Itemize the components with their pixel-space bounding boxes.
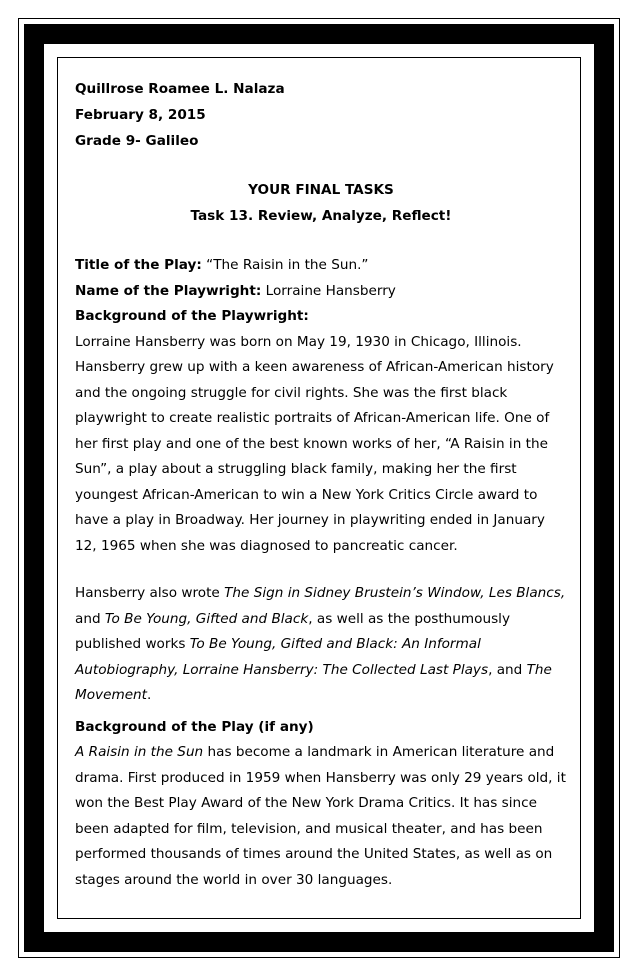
works-text-1: Hansberry also wrote [75, 585, 225, 601]
sub-heading: Task 13. Review, Analyze, Reflect! [190, 207, 452, 224]
document-body [75, 76, 567, 893]
works-title-2: To Be Young, Gifted and Black [104, 610, 309, 627]
bg-playwright-paragraph-2 [75, 581, 567, 709]
play-title-italic: A Raisin in the Sun [75, 744, 204, 760]
date: February 8, 2015 [75, 107, 206, 123]
student-name: Quillrose Roamee L. Nalaza [75, 81, 285, 97]
playwright-label: Name of the Playwright: [75, 282, 262, 299]
works-text-2: and [75, 610, 105, 627]
playwright-value: Lorraine Hansberry [265, 282, 396, 299]
works-title-4: The Movement [75, 661, 552, 703]
bg-play-paragraph [75, 740, 567, 893]
bg-play-heading: Background of the Play (if any) [75, 718, 314, 735]
play-title-line [75, 253, 567, 279]
works-text-3: , as well as the posthumously published works [75, 610, 510, 652]
playwright-line [75, 279, 567, 305]
works-text-4: , and [488, 661, 527, 678]
bg-playwright-paragraph-1: Lorraine Hansberry was born on May 19, 1930 in Chicago, Illinois. Hansberry grew up with a keen awareness of African-American history and the ongoing struggle for civil rights. She was the first black playwright to create realistic portraits of African-American life. One of her first play and one of the best known works of her, “A Raisin in the Sun”, a play about a struggling black family, making her the first youngest African-American to win a New York Critics Circle award to have a play in Broadway. Her journey in playwriting ended in January 12, 1965 when she was diagnosed to pancreatic cancer. [75, 333, 554, 554]
works-title-3: To Be Young, Gifted and Black: An Informal Autobiography, Lorraine Hansberry: The Collected Last Plays [75, 636, 489, 678]
play-title-value: “The Raisin in the Sun.” [206, 257, 369, 273]
main-heading: YOUR FINAL TASKS [248, 182, 394, 198]
bg-playwright-heading: Background of the Playwright: [75, 308, 309, 324]
bg-play-text: has become a landmark in American literature and drama. First produced in 1959 when Hansberry was only 29 years old, it won the Best Play Award of the New York Drama Critics. It has since been adapted for film, television, and musical theater, and has been performed thousands of times around the United States, as well as on stages around the world in over 30 languages. [75, 744, 566, 888]
works-text-5: . [147, 687, 152, 703]
grade-section: Grade 9- Galileo [75, 133, 199, 149]
works-title-1: The Sign in Sidney Brustein’s Window, Les Blancs, [224, 585, 566, 601]
play-title-label: Title of the Play: [75, 257, 202, 273]
